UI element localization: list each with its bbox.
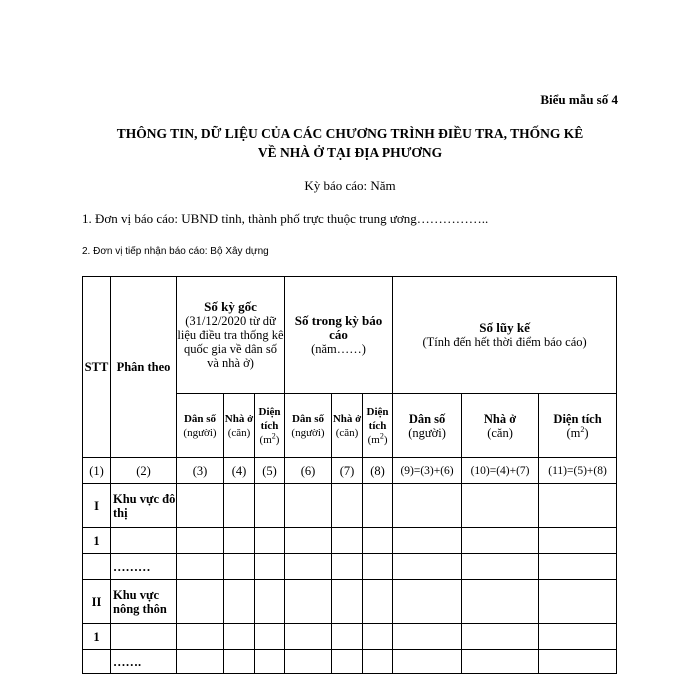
data-cell <box>539 650 617 674</box>
index-cell: (2) <box>111 458 177 484</box>
data-cell <box>332 624 363 650</box>
data-cell <box>363 484 393 528</box>
index-cell: (7) <box>332 458 363 484</box>
row-label: ……. <box>111 650 177 674</box>
period-group-title: Số trong kỳ báo cáo <box>294 313 383 342</box>
data-cell <box>539 484 617 528</box>
data-cell <box>363 624 393 650</box>
report-table <box>82 276 617 674</box>
index-cell: (5) <box>255 458 285 484</box>
sub-dien-tich-base: Diện tích $(m^2)$ <box>255 394 285 458</box>
index-cell: (1) <box>83 458 111 484</box>
title-line-2: VỀ NHÀ Ở TẠI ĐỊA PHƯƠNG <box>257 145 443 160</box>
data-cell <box>462 650 539 674</box>
table-row <box>83 484 617 528</box>
table-row <box>83 580 617 624</box>
data-cell <box>332 650 363 674</box>
sub-nha-o-base: Nhà ở (căn) <box>224 394 255 458</box>
base-group-title: Số kỳ gốc <box>204 299 257 314</box>
cumulative-group-subtitle: (Tính đến hết thời điểm báo cáo) <box>422 335 587 349</box>
data-cell <box>224 484 255 528</box>
row-label: ……… <box>111 554 177 580</box>
row-label <box>111 624 177 650</box>
data-cell <box>462 528 539 554</box>
cumulative-group-title: Số lũy kế <box>479 320 530 335</box>
data-cell <box>285 624 332 650</box>
data-cell <box>177 650 224 674</box>
data-cell <box>539 554 617 580</box>
table-row <box>83 554 617 580</box>
row-stt: 1 <box>83 624 111 650</box>
data-cell <box>177 528 224 554</box>
header-base-group <box>177 277 285 394</box>
data-cell <box>224 624 255 650</box>
data-cell <box>255 650 285 674</box>
table-row <box>83 650 617 674</box>
reporting-unit: 1. Đơn vị báo cáo: UBND tỉnh, thành phố trực thuộc trung ương…………….. <box>82 211 489 226</box>
sub-dan-so-cumulative: Dân số (người) <box>393 394 462 458</box>
row-stt <box>83 554 111 580</box>
header-phan-theo: Phân theo <box>111 277 177 458</box>
sub-dien-tich-cumulative: Diện tích $(m^2)$ <box>539 394 617 458</box>
data-cell <box>539 624 617 650</box>
data-cell <box>224 528 255 554</box>
data-cell <box>255 554 285 580</box>
document-title <box>70 124 630 162</box>
data-cell <box>393 580 462 624</box>
form-number: Biểu mẫu số 4 <box>540 92 618 107</box>
data-cell <box>224 650 255 674</box>
index-cell: (11)=(5)+(8) <box>539 458 617 484</box>
sub-dan-so-base: Dân số (người) <box>177 394 224 458</box>
sub-dan-so-period: Dân số (người) <box>285 394 332 458</box>
data-cell <box>393 554 462 580</box>
index-row <box>83 458 617 484</box>
data-cell <box>393 528 462 554</box>
data-cell <box>285 580 332 624</box>
data-cell <box>393 484 462 528</box>
index-cell: (10)=(4)+(7) <box>462 458 539 484</box>
index-cell: (3) <box>177 458 224 484</box>
data-cell <box>363 528 393 554</box>
index-cell: (9)=(3)+(6) <box>393 458 462 484</box>
sub-nha-o-cumulative: Nhà ở (căn) <box>462 394 539 458</box>
data-cell <box>224 554 255 580</box>
data-cell <box>462 554 539 580</box>
data-cell <box>462 580 539 624</box>
data-cell <box>393 624 462 650</box>
data-cell <box>285 528 332 554</box>
data-cell <box>177 554 224 580</box>
data-cell <box>285 554 332 580</box>
row-label: Khu vực nông thôn <box>111 580 177 624</box>
index-cell: (6) <box>285 458 332 484</box>
row-stt: 1 <box>83 528 111 554</box>
data-cell <box>285 650 332 674</box>
data-cell <box>255 624 285 650</box>
data-cell <box>177 580 224 624</box>
data-cell <box>363 580 393 624</box>
data-cell <box>177 624 224 650</box>
data-cell <box>255 580 285 624</box>
data-cell <box>285 484 332 528</box>
header-cumulative-group <box>393 277 617 394</box>
data-cell <box>332 580 363 624</box>
table-row <box>83 528 617 554</box>
header-row-1 <box>83 277 617 394</box>
header-period-group <box>285 277 393 394</box>
row-stt: I <box>83 484 111 528</box>
row-label: Khu vực đô thị <box>111 484 177 528</box>
data-cell <box>255 528 285 554</box>
data-cell <box>363 554 393 580</box>
period-group-subtitle: (năm……) <box>311 342 366 356</box>
data-cell <box>539 580 617 624</box>
data-cell <box>224 580 255 624</box>
row-label <box>111 528 177 554</box>
index-cell: (4) <box>224 458 255 484</box>
data-cell <box>332 484 363 528</box>
base-group-subtitle: (31/12/2020 từ dữ liệu điều tra thống kê quốc gia về dân số và nhà ở) <box>177 314 284 370</box>
sub-dien-tich-period: Diện tích $(m^2)$ <box>363 394 393 458</box>
data-cell <box>462 624 539 650</box>
data-cell <box>363 650 393 674</box>
data-cell <box>177 484 224 528</box>
receiving-unit: 2. Đơn vị tiếp nhận báo cáo: Bộ Xây dựng <box>82 246 269 257</box>
index-cell: (8) <box>363 458 393 484</box>
row-stt <box>83 650 111 674</box>
table-row <box>83 624 617 650</box>
data-cell <box>332 528 363 554</box>
title-line-1: THÔNG TIN, DỮ LIỆU CỦA CÁC CHƯƠNG TRÌNH ĐIỀU TRA, THỐNG KÊ <box>116 126 584 141</box>
data-cell <box>332 554 363 580</box>
data-cell <box>255 484 285 528</box>
header-stt: STT <box>83 277 111 458</box>
sub-nha-o-period: Nhà ở (căn) <box>332 394 363 458</box>
data-cell <box>462 484 539 528</box>
data-cell <box>539 528 617 554</box>
data-cell <box>393 650 462 674</box>
report-period: Kỳ báo cáo: Năm <box>304 178 396 193</box>
row-stt: II <box>83 580 111 624</box>
